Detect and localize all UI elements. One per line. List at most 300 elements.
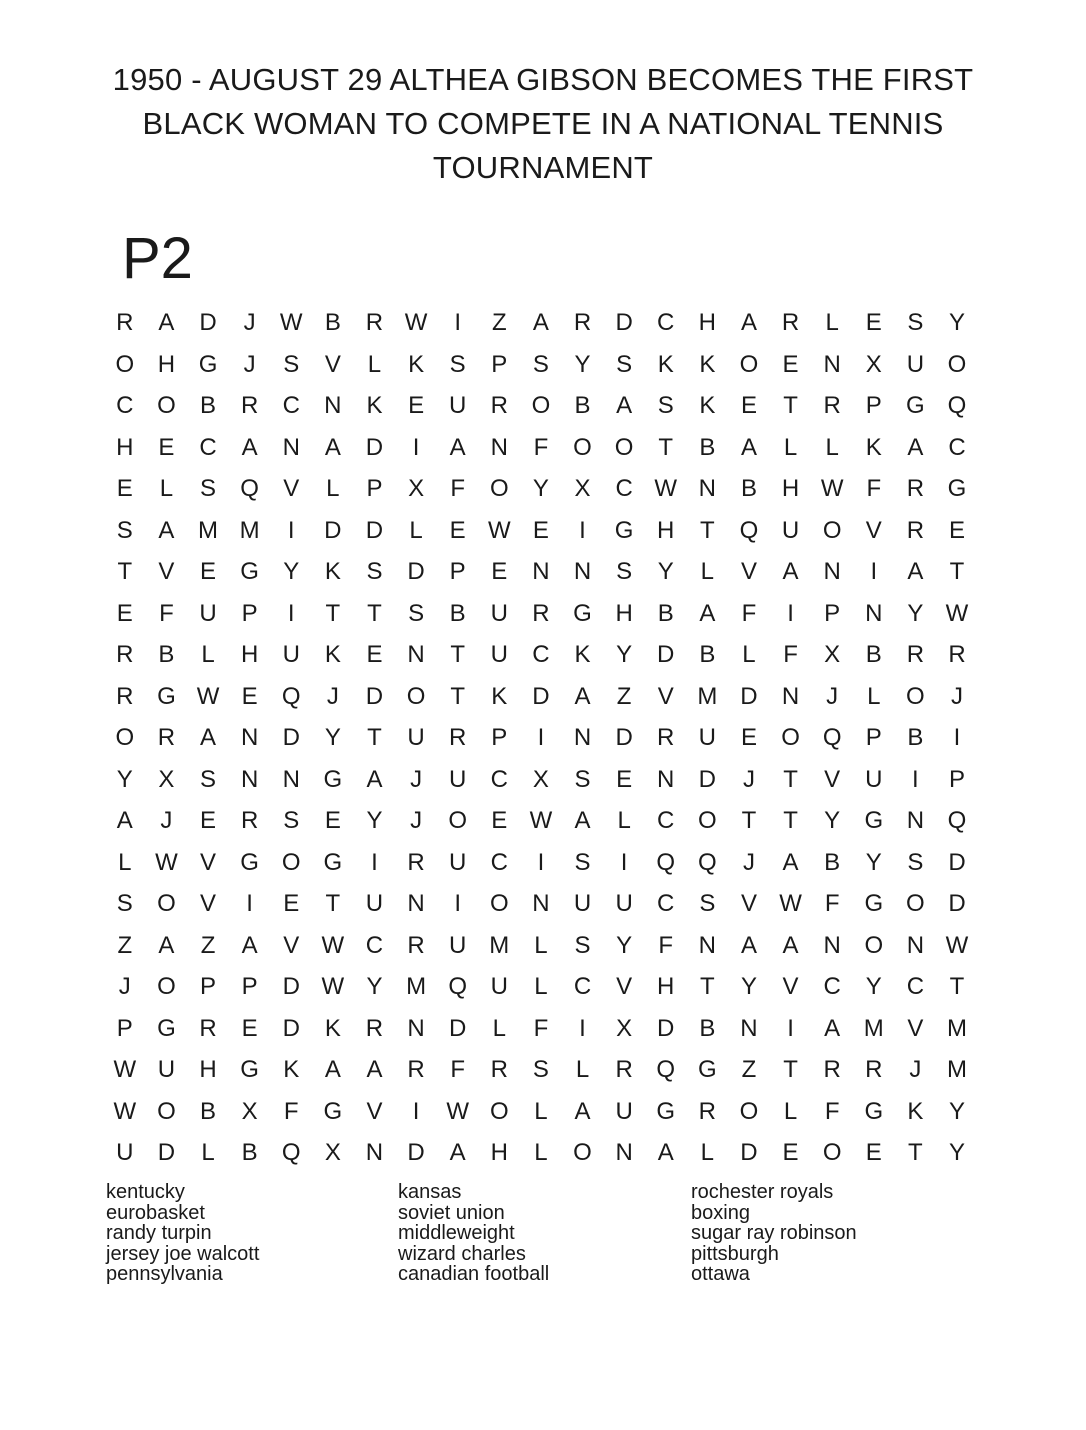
grid-letter[interactable]: U [407,724,425,751]
grid-letter[interactable]: A [200,724,217,751]
grid-letter[interactable]: J [410,765,423,793]
grid-letter[interactable]: R [365,309,384,336]
grid-letter[interactable]: D [532,682,550,710]
grid-letter[interactable]: N [698,931,716,959]
grid-letter[interactable]: A [699,599,716,627]
grid-letter[interactable]: O [489,475,509,502]
grid-letter[interactable]: Q [822,724,842,751]
grid-letter[interactable]: A [449,1139,466,1166]
grid-letter[interactable]: J [950,682,963,710]
grid-letter[interactable]: X [865,350,882,378]
grid-letter[interactable]: L [700,1139,715,1166]
grid-letter[interactable]: Q [656,848,676,876]
grid-letter[interactable]: O [157,392,176,419]
grid-letter[interactable]: W [945,599,969,627]
grid-letter[interactable]: D [324,516,342,544]
grid-letter[interactable]: B [699,433,716,461]
grid-letter[interactable]: G [240,1056,259,1083]
grid-letter[interactable]: Y [865,973,882,1000]
grid-letter[interactable]: V [324,350,341,378]
grid-letter[interactable]: K [324,641,341,668]
grid-letter[interactable]: R [157,724,176,751]
grid-letter[interactable]: W [529,807,553,834]
grid-letter[interactable]: S [200,475,217,502]
grid-letter[interactable]: S [574,931,591,959]
grid-letter[interactable]: M [198,516,219,544]
grid-letter[interactable]: Y [948,1097,965,1125]
grid-letter[interactable]: T [325,599,341,627]
grid-letter[interactable]: J [826,682,839,710]
grid-letter[interactable]: C [199,433,217,461]
grid-letter[interactable]: A [574,807,591,834]
grid-letter[interactable]: A [574,1097,591,1125]
grid-letter[interactable]: T [367,724,382,751]
grid-letter[interactable]: V [907,1014,924,1042]
grid-letter[interactable]: S [116,890,133,917]
grid-letter[interactable]: L [326,475,340,502]
grid-letter[interactable]: W [404,309,428,336]
grid-letter[interactable]: L [867,682,881,710]
grid-letter[interactable]: N [781,682,800,710]
grid-letter[interactable]: A [241,433,258,461]
grid-letter[interactable]: J [160,807,173,834]
grid-letter[interactable]: L [534,1097,548,1125]
grid-letter[interactable]: P [948,765,965,793]
grid-letter[interactable]: J [243,350,256,378]
grid-letter[interactable]: G [323,848,343,876]
grid-letter[interactable]: A [366,765,383,793]
grid-letter[interactable]: S [200,765,217,793]
grid-letter[interactable]: R [906,475,925,502]
grid-letter[interactable]: S [408,599,425,627]
grid-letter[interactable]: D [657,641,675,668]
grid-letter[interactable]: N [240,765,259,793]
grid-letter[interactable]: Y [948,1139,965,1166]
grid-letter[interactable]: E [782,350,799,378]
grid-letter[interactable]: S [699,890,716,917]
grid-letter[interactable]: T [783,765,798,793]
grid-letter[interactable]: S [907,309,924,336]
grid-letter[interactable]: B [574,392,591,419]
grid-letter[interactable]: N [407,890,425,917]
grid-letter[interactable]: U [157,1056,176,1083]
grid-letter[interactable]: V [865,516,882,544]
grid-letter[interactable]: W [945,931,969,959]
grid-letter[interactable]: B [824,848,841,876]
grid-letter[interactable]: T [700,516,715,544]
grid-letter[interactable]: B [699,1014,716,1042]
grid-letter[interactable]: T [700,973,715,1000]
grid-letter[interactable]: R [532,599,550,627]
grid-letter[interactable]: O [448,807,468,834]
grid-letter[interactable]: I [620,848,628,876]
grid-letter[interactable]: Y [616,931,633,959]
grid-letter[interactable]: N [532,890,550,917]
grid-letter[interactable]: I [412,1097,420,1125]
grid-letter[interactable]: R [407,1056,425,1083]
grid-letter[interactable]: D [407,1139,425,1166]
grid-letter[interactable]: C [948,433,966,461]
grid-letter[interactable]: D [157,1139,176,1166]
grid-letter[interactable]: R [698,1097,716,1125]
grid-letter[interactable]: M [489,931,510,959]
grid-letter[interactable]: O [573,433,592,461]
grid-letter[interactable]: D [615,724,633,751]
grid-letter[interactable]: A [449,433,466,461]
grid-letter[interactable]: X [408,475,425,502]
grid-letter[interactable]: K [699,392,716,419]
grid-letter[interactable]: J [410,807,423,834]
grid-letter[interactable]: E [782,1139,799,1166]
grid-letter[interactable]: Y [324,724,341,751]
grid-letter[interactable]: Q [281,1139,301,1166]
grid-letter[interactable]: E [491,807,508,834]
grid-letter[interactable]: D [407,558,425,585]
grid-letter[interactable]: S [283,350,300,378]
grid-letter[interactable]: S [574,848,591,876]
grid-letter[interactable]: Y [366,973,383,1000]
grid-letter[interactable]: G [864,890,884,917]
grid-letter[interactable]: A [657,1139,674,1166]
grid-letter[interactable]: G [240,848,259,876]
grid-letter[interactable]: L [783,433,798,461]
grid-letter[interactable]: O [947,350,967,378]
grid-letter[interactable]: E [740,724,757,751]
grid-letter[interactable]: L [534,973,548,1000]
grid-letter[interactable]: I [579,1014,586,1042]
grid-letter[interactable]: A [241,931,258,959]
grid-letter[interactable]: J [243,309,256,336]
grid-letter[interactable]: O [739,1097,759,1125]
grid-letter[interactable]: O [781,724,800,751]
grid-letter[interactable]: C [490,848,508,876]
grid-letter[interactable]: G [157,1014,176,1042]
grid-letter[interactable]: L [201,641,215,668]
grid-letter[interactable]: U [449,931,467,959]
grid-letter[interactable]: K [699,350,716,378]
grid-letter[interactable]: X [532,765,549,793]
grid-letter[interactable]: B [907,724,924,751]
grid-letter[interactable]: N [240,724,259,751]
grid-letter[interactable]: C [282,392,300,419]
grid-letter[interactable]: L [492,1014,506,1042]
grid-letter[interactable]: F [824,890,840,917]
grid-letter[interactable]: F [450,1056,466,1083]
grid-letter[interactable]: A [116,807,133,834]
grid-letter[interactable]: C [490,765,508,793]
grid-letter[interactable]: P [491,724,508,751]
grid-letter[interactable]: G [656,1097,676,1125]
grid-letter[interactable]: K [324,558,341,585]
grid-letter[interactable]: U [865,765,883,793]
grid-letter[interactable]: M [946,1056,967,1083]
grid-letter[interactable]: A [158,309,175,336]
grid-letter[interactable]: R [781,309,800,336]
grid-letter[interactable]: G [198,350,218,378]
grid-letter[interactable]: Z [491,309,507,336]
letter-grid[interactable] [104,302,978,1174]
grid-letter[interactable]: G [864,807,884,834]
grid-letter[interactable]: E [865,309,882,336]
grid-letter[interactable]: A [824,1014,841,1042]
grid-letter[interactable]: D [740,1139,758,1166]
grid-letter[interactable]: N [282,765,300,793]
grid-letter[interactable]: S [532,1056,549,1083]
grid-letter[interactable]: I [371,848,378,876]
grid-letter[interactable]: B [657,599,674,627]
grid-letter[interactable]: J [742,848,755,876]
grid-letter[interactable]: U [199,599,217,627]
grid-letter[interactable]: R [906,641,925,668]
grid-letter[interactable]: R [865,1056,883,1083]
grid-letter[interactable]: A [907,433,924,461]
grid-letter[interactable]: U [781,516,800,544]
grid-letter[interactable]: B [324,309,341,336]
grid-letter[interactable]: R [407,848,425,876]
grid-letter[interactable]: Q [698,848,717,876]
grid-letter[interactable]: G [906,392,925,419]
grid-letter[interactable]: G [240,558,259,585]
grid-letter[interactable]: D [365,433,384,461]
grid-letter[interactable]: A [324,1056,341,1083]
grid-letter[interactable]: K [865,433,882,461]
grid-letter[interactable]: I [579,516,586,544]
grid-letter[interactable]: G [157,682,176,710]
grid-letter[interactable]: A [740,309,757,336]
grid-letter[interactable]: C [657,890,675,917]
grid-letter[interactable]: F [866,475,882,502]
grid-letter[interactable]: R [657,724,675,751]
grid-letter[interactable]: U [698,724,716,751]
grid-letter[interactable]: G [947,475,967,502]
grid-letter[interactable]: T [325,890,341,917]
grid-letter[interactable]: C [823,973,841,1000]
grid-letter[interactable]: R [823,1056,841,1083]
grid-letter[interactable]: J [742,765,755,793]
grid-letter[interactable]: A [782,558,799,585]
grid-letter[interactable]: D [365,682,384,710]
grid-letter[interactable]: X [241,1097,258,1125]
grid-letter[interactable]: O [281,848,301,876]
grid-letter[interactable]: X [616,1014,633,1042]
grid-letter[interactable]: G [573,599,592,627]
grid-letter[interactable]: E [948,516,965,544]
grid-letter[interactable]: F [658,931,674,959]
grid-letter[interactable]: C [906,973,925,1000]
grid-letter[interactable]: A [366,1056,383,1083]
grid-letter[interactable]: O [531,392,551,419]
grid-letter[interactable]: C [365,931,384,959]
grid-letter[interactable]: N [573,558,592,585]
grid-letter[interactable]: F [533,433,549,461]
grid-letter[interactable]: O [739,350,759,378]
grid-letter[interactable]: E [158,433,175,461]
grid-letter[interactable]: P [824,599,841,627]
grid-letter[interactable]: M [406,973,427,1000]
grid-letter[interactable]: N [823,350,841,378]
grid-letter[interactable]: J [118,973,131,1000]
grid-letter[interactable]: A [574,682,591,710]
grid-letter[interactable]: E [491,558,508,585]
grid-letter[interactable]: Q [947,392,967,419]
grid-letter[interactable]: H [657,973,675,1000]
grid-letter[interactable]: T [367,599,382,627]
grid-letter[interactable]: A [782,931,799,959]
grid-letter[interactable]: V [782,973,799,1000]
grid-letter[interactable]: O [157,890,176,917]
grid-letter[interactable]: Z [616,682,632,710]
grid-letter[interactable]: S [532,350,549,378]
grid-letter[interactable]: Y [116,765,133,793]
grid-letter[interactable]: Y [283,558,300,585]
grid-letter[interactable]: V [283,931,300,959]
grid-letter[interactable]: W [279,309,303,336]
grid-letter[interactable]: I [953,724,961,751]
grid-letter[interactable]: Q [739,516,759,544]
grid-letter[interactable]: D [282,1014,300,1042]
grid-letter[interactable]: A [616,392,633,419]
grid-letter[interactable]: B [865,641,882,668]
grid-letter[interactable]: E [200,558,217,585]
grid-letter[interactable]: I [412,433,420,461]
grid-letter[interactable]: M [946,1014,967,1042]
grid-letter[interactable]: O [822,1139,842,1166]
grid-letter[interactable]: T [117,558,133,585]
grid-letter[interactable]: R [906,516,925,544]
grid-letter[interactable]: J [326,682,339,710]
grid-letter[interactable]: R [573,309,592,336]
grid-letter[interactable]: D [698,765,716,793]
grid-letter[interactable]: C [657,309,675,336]
grid-letter[interactable]: C [573,973,592,1000]
grid-letter[interactable]: H [199,1056,217,1083]
grid-letter[interactable]: O [698,807,717,834]
grid-letter[interactable]: V [200,848,217,876]
grid-letter[interactable]: H [240,641,259,668]
grid-letter[interactable]: I [287,516,295,544]
grid-letter[interactable]: T [783,392,798,419]
grid-letter[interactable]: I [912,765,919,793]
grid-letter[interactable]: D [282,973,300,1000]
grid-letter[interactable]: F [159,599,174,627]
grid-letter[interactable]: O [822,516,842,544]
grid-letter[interactable]: O [573,1139,592,1166]
grid-letter[interactable]: P [241,599,258,627]
grid-letter[interactable]: B [200,392,217,419]
grid-letter[interactable]: D [948,848,966,876]
grid-letter[interactable]: I [787,599,794,627]
grid-letter[interactable]: Q [448,973,468,1000]
grid-letter[interactable]: G [698,1056,717,1083]
grid-letter[interactable]: Z [117,931,133,959]
grid-letter[interactable]: T [949,558,965,585]
grid-letter[interactable]: K [657,350,674,378]
grid-letter[interactable]: N [906,807,925,834]
grid-letter[interactable]: T [783,1056,798,1083]
grid-letter[interactable]: V [740,558,757,585]
grid-letter[interactable]: I [246,890,253,917]
grid-letter[interactable]: N [823,931,841,959]
grid-letter[interactable]: L [617,807,631,834]
grid-letter[interactable]: B [740,475,757,502]
grid-letter[interactable]: I [537,724,545,751]
grid-letter[interactable]: B [241,1139,258,1166]
grid-letter[interactable]: N [698,475,716,502]
grid-letter[interactable]: W [196,682,220,710]
grid-letter[interactable]: E [408,392,425,419]
grid-letter[interactable]: L [700,558,715,585]
grid-letter[interactable]: R [240,392,259,419]
grid-letter[interactable]: R [449,724,467,751]
grid-letter[interactable]: N [740,1014,758,1042]
grid-letter[interactable]: O [115,724,135,751]
grid-letter[interactable]: N [490,433,508,461]
grid-letter[interactable]: L [201,1139,215,1166]
grid-letter[interactable]: H [657,516,675,544]
grid-letter[interactable]: C [615,475,633,502]
grid-letter[interactable]: H [615,599,633,627]
grid-letter[interactable]: S [616,558,633,585]
grid-letter[interactable]: P [865,392,882,419]
grid-letter[interactable]: X [324,1139,341,1166]
grid-letter[interactable]: D [740,682,758,710]
grid-letter[interactable]: M [863,1014,884,1042]
grid-letter[interactable]: P [865,724,882,751]
grid-letter[interactable]: A [740,931,757,959]
grid-letter[interactable]: E [241,1014,258,1042]
grid-letter[interactable]: L [825,433,839,461]
grid-letter[interactable]: N [573,724,592,751]
grid-letter[interactable]: U [449,392,467,419]
grid-letter[interactable]: V [616,973,633,1000]
grid-letter[interactable]: D [657,1014,675,1042]
grid-letter[interactable]: L [118,848,132,876]
grid-letter[interactable]: A [158,931,175,959]
grid-letter[interactable]: L [367,350,382,378]
grid-letter[interactable]: Q [656,1056,676,1083]
grid-letter[interactable]: I [870,558,878,585]
grid-letter[interactable]: G [864,1097,884,1125]
grid-letter[interactable]: E [865,1139,882,1166]
grid-letter[interactable]: G [323,1097,343,1125]
grid-letter[interactable]: H [490,1139,508,1166]
grid-letter[interactable]: O [489,1097,509,1125]
grid-letter[interactable]: K [366,392,383,419]
grid-letter[interactable]: C [532,641,550,668]
grid-letter[interactable]: O [115,350,135,378]
grid-letter[interactable]: O [489,890,509,917]
grid-letter[interactable]: T [908,1139,923,1166]
grid-letter[interactable]: R [490,1056,508,1083]
grid-letter[interactable]: U [490,641,508,668]
grid-letter[interactable]: V [824,765,841,793]
grid-letter[interactable]: D [615,309,633,336]
grid-letter[interactable]: N [324,392,342,419]
grid-letter[interactable]: E [740,392,757,419]
grid-letter[interactable]: B [200,1097,217,1125]
grid-letter[interactable]: A [158,516,175,544]
grid-letter[interactable]: O [864,931,884,959]
grid-letter[interactable]: L [534,1139,548,1166]
grid-letter[interactable]: Y [907,599,924,627]
grid-letter[interactable]: U [365,890,384,917]
grid-letter[interactable]: H [116,433,134,461]
grid-letter[interactable]: D [199,309,217,336]
grid-letter[interactable]: D [365,516,384,544]
grid-letter[interactable]: L [409,516,423,544]
grid-letter[interactable]: J [909,1056,922,1083]
grid-letter[interactable]: D [282,724,300,751]
